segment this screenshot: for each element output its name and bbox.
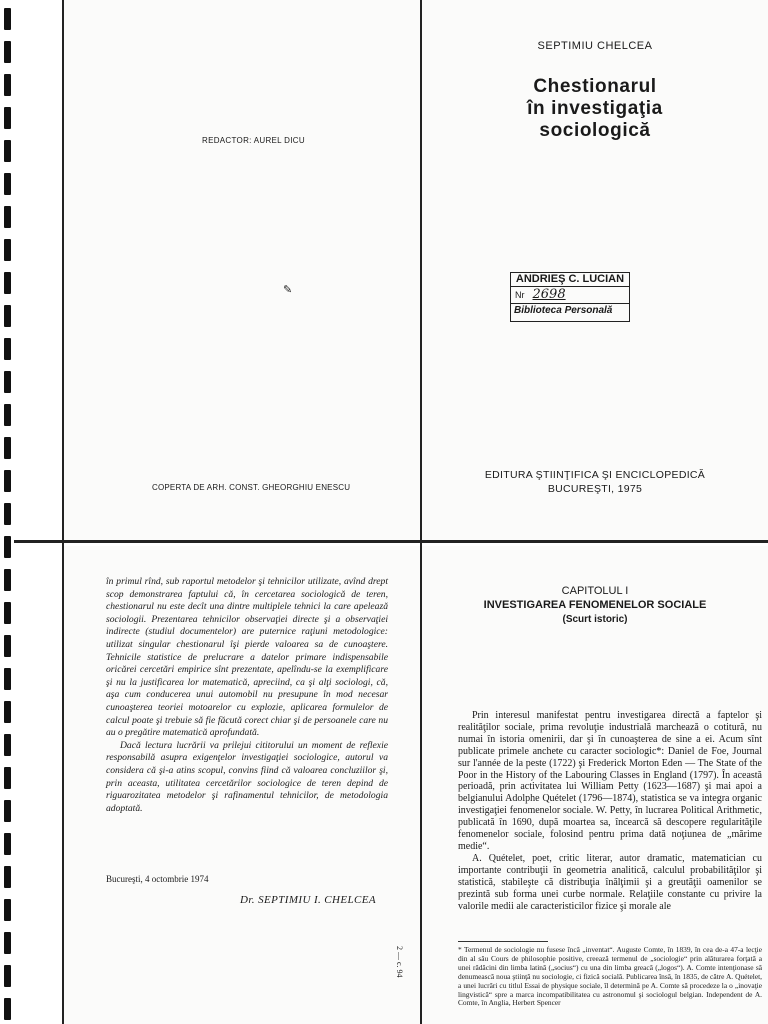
page-chapter [422,546,768,1024]
page-number: 2 — c. 94 [395,946,404,978]
binding-hole [4,470,11,492]
binding-hole [4,371,11,393]
chapter-paragraph-1: Prin interesul manifestat pentru investigarea directă a faptelor şi realităţilor sociale, prima revoluţie industrială marchează o cotitură, nu numai în istoria omenirii, dar şi în cunoaşterea de sine a ei. Acum sînt publicate primele anchete cu caracter sociologic*: Daniel de Foe, Journal sur l'année de la peste (1722) şi Frederick Morton Eden — The State of the Poor in the History of the Labouring Classes in England (1797). În această perioadă, prin activitatea lui William Petty (1623—1687) şi mai apoi a belgianului Adolphe Quételet (1796—1874), statistica se va integra organic investigaţiei fenomenelor sociale. W. Petty, în lucrarea Political Arithmetic, publicată în 1690, după moartea sa, încearcă să descopere regularităţile fenomenelor sociale, folosind pentru prima dată noţiunea de „mărime medie“. [458,710,762,852]
binding-hole [4,668,11,690]
binding-hole [4,272,11,294]
footnote-rule [458,941,548,942]
page-redactor [64,0,420,540]
title-line-1: Chestionarul [533,76,657,97]
book-title [422,76,768,142]
page-preface [64,546,420,1024]
chapter-footnote: * Termenul de sociologie nu fusese încă „inventat“. Auguste Comte, în 1839, în cea de-a 47-a lecţie din al său Cours de philosophie positive, creează termenul de „sociologie“ prin alăturarea forţată a unei rădăcini din limba latină („socius“) cu una din limba greacă („logos“). A. Comte intenţionase să denumească noua ştiinţă nu sociologie, ci fizică socială. Publicarea însă, în 1835, de către A. Quételet, a unei lucrări cu titlul Essai de physique sociale, îl determină pe A. Comte să procedeze la o „inovaţie lingvistică“ spre a marca incompatibilitatea cu astronomul şi sociologul belgian. Independent de A. Comte, în Anglia, Herbert Spencer [458,945,762,1008]
binding-hole [4,8,11,30]
spiral-binding [0,0,14,1024]
publisher-block [422,468,768,496]
chapter-heading [422,584,768,627]
binding-hole [4,239,11,261]
binding-hole [4,41,11,63]
publisher-city-year: BUCUREŞTI, 1975 [547,483,643,495]
binding-hole [4,932,11,954]
binding-hole [4,338,11,360]
title-line-2: în investigaţia [527,98,663,119]
binding-hole [4,833,11,855]
binding-hole [4,503,11,525]
binding-hole [4,602,11,624]
page-title [422,0,768,540]
binding-hole [4,635,11,657]
binding-hole [4,140,11,162]
chapter-number: CAPITOLUL I [561,585,629,597]
binding-hole [4,998,11,1020]
publisher-name: EDITURA ŞTIINŢIFICA ŞI ENCICLOPEDICĂ [484,469,706,481]
binding-hole [4,701,11,723]
binding-hole [4,569,11,591]
redactor-credit: REDACTOR: AUREL DICU [202,136,305,145]
preface-signature: Dr. SEPTIMIU I. CHELCEA [240,894,377,906]
binding-hole [4,173,11,195]
chapter-title: INVESTIGAREA FENOMENELOR SOCIALE [483,599,707,611]
page-fold [14,540,768,543]
stamp-nr-value: 2698 [532,287,566,302]
preface-date: Bucureşti, 4 octombrie 1974 [106,874,209,884]
chapter-subtitle: (Scurt istoric) [562,614,628,625]
binding-hole [4,800,11,822]
stamp-owner: ANDRIEŞ C. LUCIAN [511,273,629,287]
binding-hole [4,437,11,459]
chapter-paragraph-2: A. Quételet, poet, critic literar, autor dramatic, matematician cu importante contribuţii în geometria analitică, calculul probabilităţilor şi statistică, stabileşte că distribuţia înălţimii şi a greutăţii oamenilor se prezintă sub forma unei curbe normale. Relaţiile constante cu privire la valorile medii ale caracteristicilor fizice şi morale ale [458,852,762,912]
book-author: SEPTIMIU CHELCEA [537,40,653,52]
stamp-library: Biblioteca Personală [511,303,629,317]
binding-hole [4,107,11,129]
binding-hole [4,767,11,789]
binding-hole [4,206,11,228]
binding-hole [4,404,11,426]
preface-paragraph-1: în primul rînd, sub raportul metodelor şi tehnicilor utilizate, avînd drept scop demonstrarea faptului că, în cercetarea sociologică de teren, chestionarul nu este decît una dintre multiplele tehnici la care apelează sociologii. Prezentarea tehnicilor observaţiei directe şi a observaţiei indirecte (studiul documentelor) are puternice raţiuni metodologice: utilizat singular chestionarul îşi pierde valoarea sa de cunoaştere. Tehnicile statistice de prelucrare a datelor primare indispensabile oricărei cercetări empirice sînt prezentate, apelîndu-se la exemplificare şi nu la justificarea lor matematică, apreciind, ca şi alţi sociologi, că, aşa cum conducerea unui automobil nu presupune în mod necesar cunoaşterea teoriei motoarelor cu explozie, aplicarea formulelor de calcul poate şi trebuie să fie făcută corect chiar şi de persoanele care nu au o pregătire matematică aprofundată. [106,576,388,739]
binding-hole [4,965,11,987]
chapter-body [458,710,762,912]
cover-credit: COPERTA DE ARH. CONST. GHEORGHIU ENESCU [152,483,351,492]
preface-text [106,576,388,815]
ink-speck: ✎ [283,284,293,296]
binding-hole [4,305,11,327]
library-stamp [510,272,630,322]
binding-hole [4,74,11,96]
binding-hole [4,536,11,558]
binding-hole [4,866,11,888]
stamp-number-row [511,287,629,303]
title-line-3: sociologică [539,120,651,141]
preface-paragraph-2: Dacă lectura lucrării va prilejui cititorului un moment de reflexie responsabilă asupra exigenţelor investigaţiei sociologice, autorul va considera că şi-a atins scopul, convins fiind că valoarea concluziilor şi, prin aceasta, utilitatea cercetărilor sociologice de teren depind de riguarozitatea metodelor şi rafinamentul tehnicilor, de metodologia adoptată. [106,739,388,814]
binding-hole [4,899,11,921]
stamp-nr-label: Nr [515,290,525,300]
binding-hole [4,734,11,756]
